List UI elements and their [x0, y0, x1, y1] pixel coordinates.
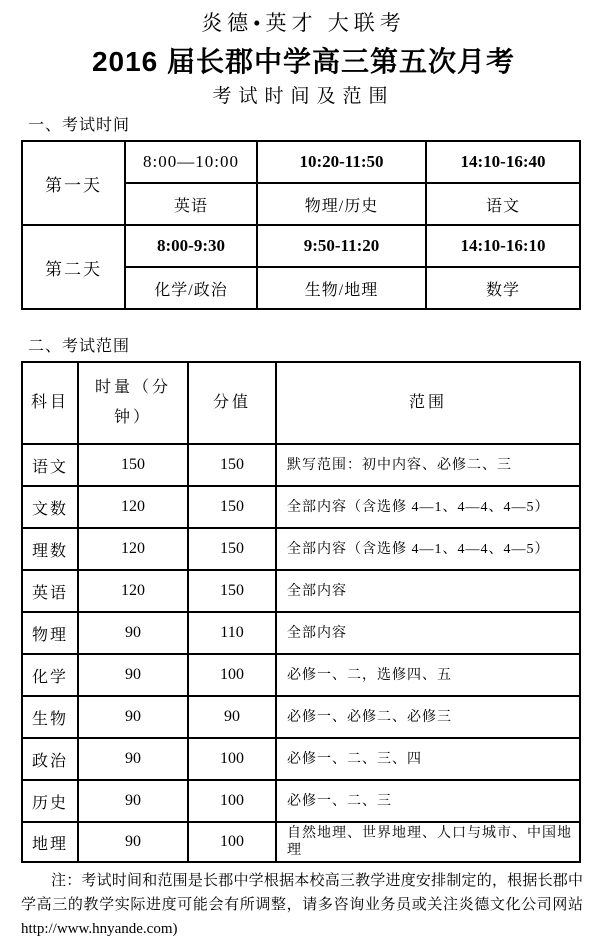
- table-row: [22, 570, 580, 612]
- duration-cell: 90: [78, 696, 188, 738]
- table-row: [22, 696, 580, 738]
- duration-cell: 120: [78, 570, 188, 612]
- subject-cell: 政治: [22, 738, 78, 780]
- subject-cell: 物理: [22, 612, 78, 654]
- day1-label: 第一天: [22, 141, 125, 225]
- scope-cell: 全部内容（含选修 4—1、4—4、4—5）: [276, 486, 580, 528]
- table-row: [22, 822, 580, 862]
- table-row: [22, 225, 580, 267]
- day2-time-3: 14:10-16:10: [426, 225, 580, 267]
- duration-cell: 120: [78, 528, 188, 570]
- duration-cell: 90: [78, 780, 188, 822]
- scope-cell: 自然地理、世界地理、人口与城市、中国地理: [276, 822, 580, 862]
- duration-cell: 90: [78, 612, 188, 654]
- table-row: [22, 780, 580, 822]
- exam-scope-table: [21, 361, 581, 863]
- duration-cell: 90: [78, 822, 188, 862]
- score-cell: 150: [188, 528, 276, 570]
- exam-time-table: [21, 140, 581, 310]
- subject-cell: 生物: [22, 696, 78, 738]
- day2-subject-3: 数学: [426, 267, 580, 309]
- scope-cell: 全部内容（含选修 4—1、4—4、4—5）: [276, 528, 580, 570]
- day2-label: 第二天: [22, 225, 125, 309]
- score-cell: 110: [188, 612, 276, 654]
- day1-time-3: 14:10-16:40: [426, 141, 580, 183]
- header-score: 分值: [188, 362, 276, 444]
- table-row: [22, 444, 580, 486]
- scope-cell: 必修一、二、三、四: [276, 738, 580, 780]
- score-cell: 150: [188, 444, 276, 486]
- table-header-row: [22, 362, 580, 444]
- section1-heading: 一、考试时间: [28, 117, 131, 134]
- website-url: http://www.hnyande.com): [21, 921, 178, 937]
- duration-cell: 90: [78, 738, 188, 780]
- day2-time-2: 9:50-11:20: [257, 225, 426, 267]
- header-scope: 范围: [276, 362, 580, 444]
- day1-subject-1: 英语: [125, 183, 257, 225]
- brand-title: 炎德•英才 大联考: [201, 11, 406, 35]
- score-cell: 150: [188, 486, 276, 528]
- scope-cell: 全部内容: [276, 612, 580, 654]
- header-subject: 科目: [22, 362, 78, 444]
- scope-cell: 必修一、二，选修四、五: [276, 654, 580, 696]
- scope-cell: 必修一、二、三: [276, 780, 580, 822]
- table-row: [22, 738, 580, 780]
- subject-cell: 化学: [22, 654, 78, 696]
- score-cell: 90: [188, 696, 276, 738]
- subject-cell: 地理: [22, 822, 78, 862]
- scope-cell: 默写范围：初中内容、必修二、三: [276, 444, 580, 486]
- score-cell: 100: [188, 654, 276, 696]
- main-title: 2016 届长郡中学高三第五次月考: [91, 46, 516, 77]
- subject-cell: 英语: [22, 570, 78, 612]
- table-row: [22, 528, 580, 570]
- document-subtitle: 考试时间及范围: [212, 86, 395, 107]
- section2-heading: 二、考试范围: [28, 338, 131, 355]
- scope-cell: 全部内容: [276, 570, 580, 612]
- duration-cell: 150: [78, 444, 188, 486]
- subject-cell: 文数: [22, 486, 78, 528]
- subject-cell: 理数: [22, 528, 78, 570]
- day1-subject-3: 语文: [426, 183, 580, 225]
- day2-subject-1: 化学/政治: [125, 267, 257, 309]
- score-cell: 100: [188, 780, 276, 822]
- duration-cell: 90: [78, 654, 188, 696]
- footer-note-text: 注：考试时间和范围是长郡中学根据本校高三教学进度安排制定的，根据长郡中学高三的教学实际进度可能会有所调整，请多咨询业务员或关注炎德文化公司网站: [21, 873, 583, 913]
- duration-cell: 120: [78, 486, 188, 528]
- header-duration: 时量（分钟）: [78, 362, 188, 444]
- footer-note: [21, 869, 583, 941]
- day1-time-2: 10:20-11:50: [257, 141, 426, 183]
- subject-cell: 历史: [22, 780, 78, 822]
- day1-time-1: 8:00—10:00: [125, 141, 257, 183]
- table-row: [22, 141, 580, 183]
- score-cell: 100: [188, 822, 276, 862]
- subject-cell: 语文: [22, 444, 78, 486]
- day1-subject-2: 物理/历史: [257, 183, 426, 225]
- score-cell: 100: [188, 738, 276, 780]
- score-cell: 150: [188, 570, 276, 612]
- day2-subject-2: 生物/地理: [257, 267, 426, 309]
- day2-time-1: 8:00-9:30: [125, 225, 257, 267]
- table-row: [22, 612, 580, 654]
- scope-cell: 必修一、必修二、必修三: [276, 696, 580, 738]
- table-row: [22, 486, 580, 528]
- table-row: [22, 654, 580, 696]
